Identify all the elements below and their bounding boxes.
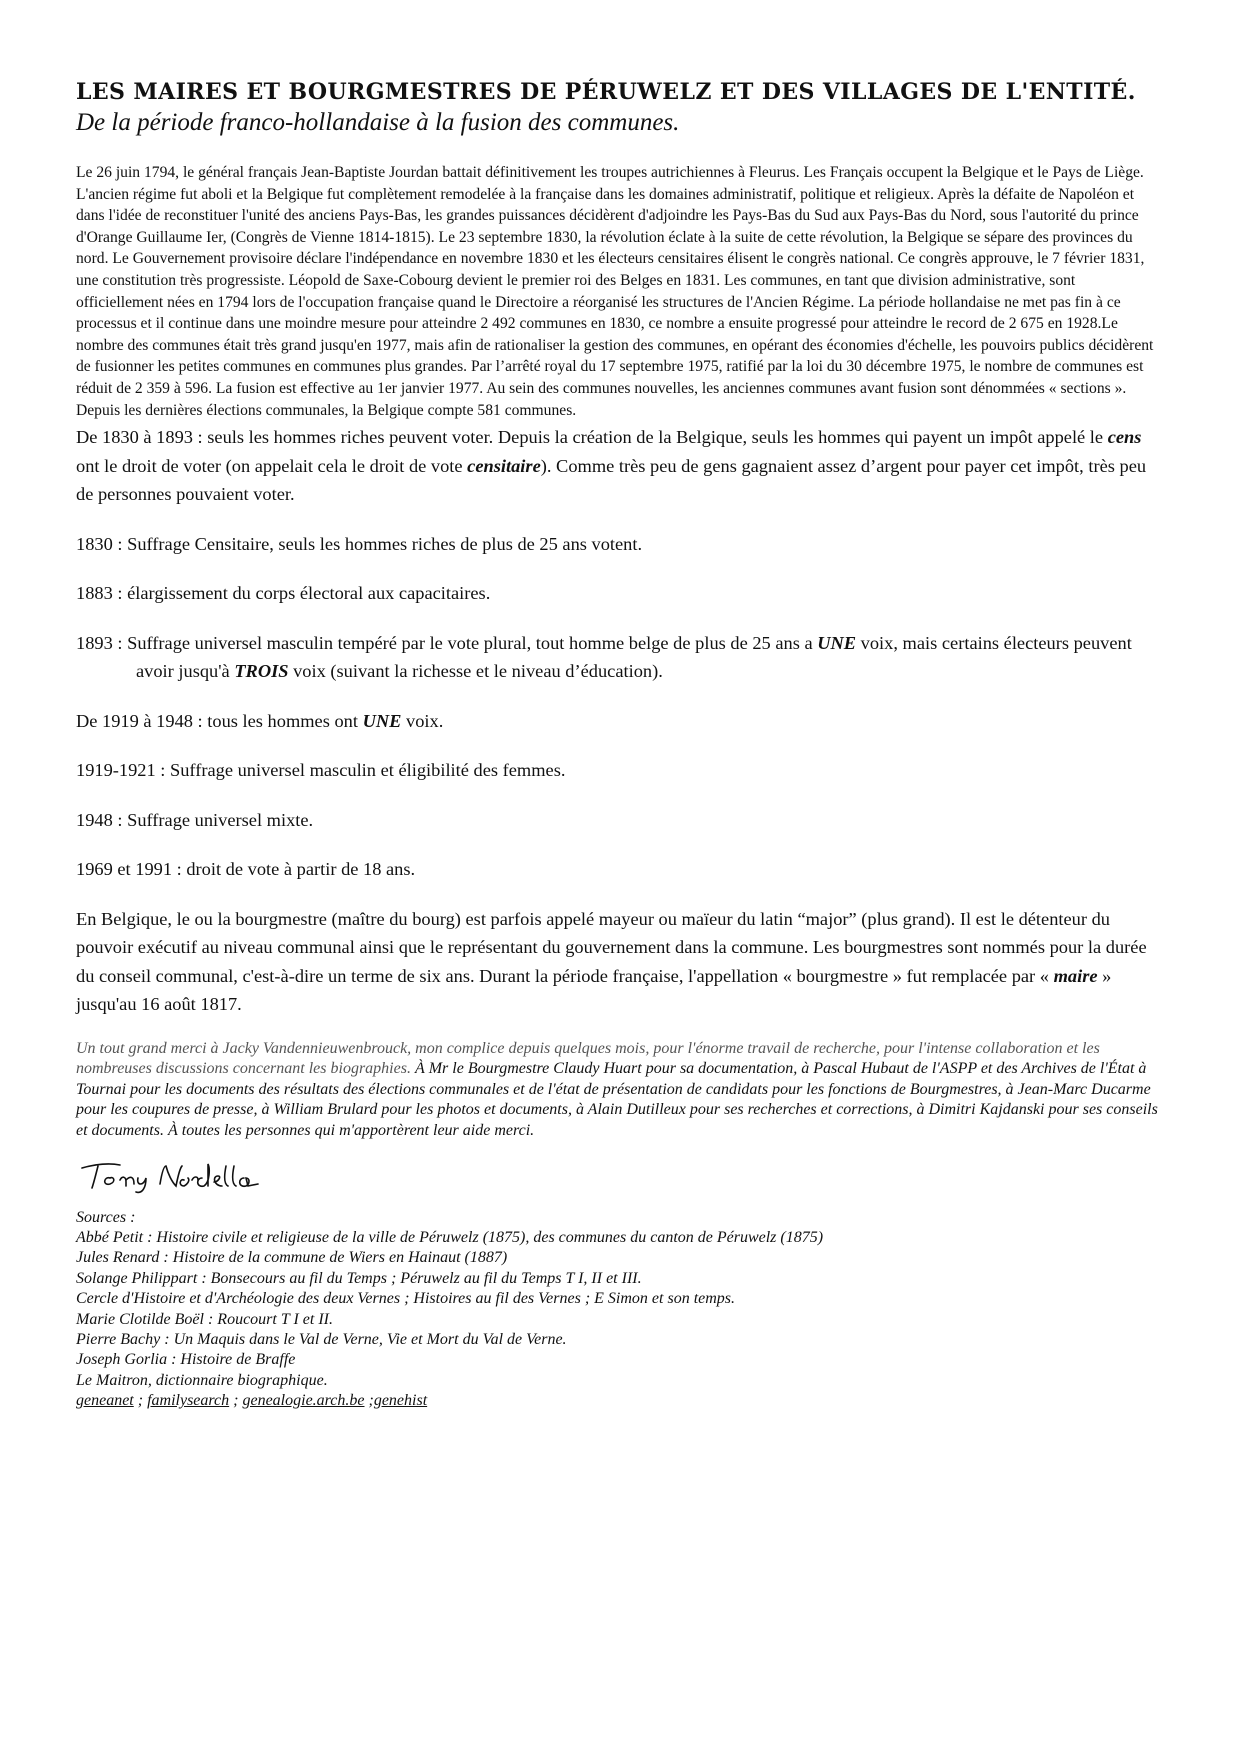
vote-paragraph: De 1830 à 1893 : seuls les hommes riches peuvent voter. Depuis la création de la Belgique, seuls les hommes qui payent un impôt appelé le cens ont le droit de voter (on appelait cela le droit de vote censitaire). Comme très peu de gens gagnaient assez d’argent pour payer cet impôt, très peu de personnes pouvaient voter. <box>76 427 1147 505</box>
timeline-1948: 1948 : Suffrage universel mixte. <box>76 809 314 830</box>
sources-heading: Sources : <box>76 1208 136 1226</box>
source-item: Joseph Gorlia : Histoire de Braffe <box>76 1351 296 1369</box>
page-title: LES MAIRES ET BOURGMESTRES DE PÉRUWELZ ET DES VILLAGES DE L'ENTITÉ. <box>76 79 1136 105</box>
source-item: Pierre Bachy : Un Maquis dans le Val de Verne, Vie et Mort du Val de Verne. <box>76 1331 567 1349</box>
source-links: geneanet ; familysearch ; genealogie.arch.be ;genehist <box>76 1392 428 1410</box>
timeline-1919-1948: De 1919 à 1948 : tous les hommes ont UNE voix. <box>76 710 444 731</box>
bourgmestre-paragraph: En Belgique, le ou la bourgmestre (maître du bourg) est parfois appelé mayeur ou maïeur du latin “major” (plus grand). Il est le détenteur du pouvoir exécutif au niveau communal ainsi que le représentant du gouvernement dans la commune. Les bourgmestres sont nommés pour la durée du conseil communal, c'est-à-dire un terme de six ans. Durant la période française, l'appellation « bourgmestre » fut remplacée par « maire » jusqu'au 16 août 1817. <box>76 908 1147 1015</box>
sources-list <box>76 1208 1166 1412</box>
timeline-1830: 1830 : Suffrage Censitaire, seuls les hommes riches de plus de 25 ans votent. <box>76 533 643 554</box>
censitaire-term: censitaire <box>467 455 541 476</box>
page-subtitle: De la période franco-hollandaise à la fusion des communes. <box>76 109 680 136</box>
timeline-1893: 1893 : Suffrage universel masculin tempéré par le vote plural, tout homme belge de plus de 25 ans a UNE voix, mais certains électeurs peuvent avoir jusqu'à TROIS voix (suivant la richesse et le niveau d’éducation). <box>76 632 1132 682</box>
link-genealogie-arch[interactable]: genealogie.arch.be <box>242 1392 365 1410</box>
timeline-1919-1921: 1919-1921 : Suffrage universel masculin et éligibilité des femmes. <box>76 760 566 781</box>
source-item: Solange Philippart : Bonsecours au fil du Temps ; Péruwelz au fil du Temps T I, II et III. <box>76 1269 642 1287</box>
source-item: Cercle d'Histoire et d'Archéologie des deux Vernes ; Histoires au fil des Vernes ; E Simon et son temps. <box>76 1290 736 1308</box>
link-geneanet[interactable]: geneanet <box>76 1392 134 1410</box>
acknowledgements: Un tout grand merci à Jacky Vandennieuwenbrouck, mon complice depuis quelques mois, pour l'énorme travail de recherche, pour l'intense collaboration et les nombreuses discussions concernant les biographies. À Mr le Bourgmestre Claudy Huart pour sa documentation, à Pascal Hubaut de l'ASPP et des Archives de l'État à Tournai pour les documents des résultats des élections communales et de l'état de présentation de candidats pour les fonctions de Bourgmestres, à Jean-Marc Ducarme pour les coupures de presse, à William Brulard pour les photos et documents, à Alain Dutilleux pour ses recherches et corrections, à Dimitri Kajdanski pour ses conseils et documents. À toutes les personnes qui m'apportèrent leur aide merci. <box>76 1039 1158 1139</box>
source-item: Marie Clotilde Boël : Roucourt T I et II. <box>76 1310 333 1328</box>
signature-image <box>76 1158 276 1194</box>
timeline-1969-1991: 1969 et 1991 : droit de vote à partir de 18 ans. <box>76 859 416 880</box>
link-genehist[interactable]: genehist <box>373 1392 428 1410</box>
maire-term: maire <box>1053 965 1098 986</box>
source-item: Jules Renard : Histoire de la commune de Wiers en Hainaut (1887) <box>76 1249 508 1267</box>
cens-term: cens <box>1107 427 1142 448</box>
source-item: Le Maitron, dictionnaire biographique. <box>76 1371 328 1389</box>
timeline-1883: 1883 : élargissement du corps électoral aux capacitaires. <box>76 583 491 604</box>
link-familysearch[interactable]: familysearch <box>147 1392 230 1410</box>
intro-paragraph: Le 26 juin 1794, le général français Jean-Baptiste Jourdan battait définitivement les troupes autrichiennes à Fleurus. Les Français occupent la Belgique et le Pays de Liège. L'ancien régime fut aboli et la Belgique fut complètement remodelée à la française dans les domaines administratif, politique et religieux. Après la défaite de Napoléon et dans l'idée de reconstituer l'unité des anciens Pays-Bas, les grandes puissances décidèrent d'adjoindre les Pays-Bas du Sud aux Pays-Bas du Nord, sous l'autorité du prince d'Orange Guillaume Ier, (Congrès de Vienne 1814-1815). Le 23 septembre 1830, la révolution éclate à la suite de cette révolution, la Belgique se sépare des provinces du nord. Le Gouvernement provisoire déclare l'indépendance en novembre 1830 et les électeurs censitaires élisent le congrès national. Ce congrès approuve, le 7 février 1831, une constitution très progressiste. Léopold de Saxe-Cobourg devient le premier roi des Belges en 1831. Les communes, en tant que division administrative, sont officiellement nées en 1794 lors de l'occupation française quand le Directoire a réorganisé les structures de l'Ancien Régime. La période hollandaise ne met pas fin à ce processus et il continue dans une moindre mesure pour atteindre 2 492 communes en 1830, ce nombre a ensuite progressé pour atteindre le record de 2 675 en 1928.Le nombre des communes était très grand jusqu'en 1977, mais afin de rationaliser la gestion des communes, en opérant des économies d'échelle, les pouvoirs publics décidèrent de fusionner les petites communes en communes plus grandes. Par l’arrêté royal du 17 septembre 1975, ratifié par la loi du 30 décembre 1975, le nombre de communes est réduit de 2 359 à 596. La fusion est effective au 1er janvier 1977. Au sein des communes nouvelles, les anciennes communes avant fusion sont dénommées « sections ». Depuis les dernières élections communales, la Belgique compte 581 communes. <box>76 164 1154 419</box>
source-item: Abbé Petit : Histoire civile et religieuse de la ville de Péruwelz (1875), des communes du canton de Péruwelz (1875) <box>76 1229 824 1246</box>
document-page <box>76 78 1166 1412</box>
signature <box>76 1158 1166 1198</box>
